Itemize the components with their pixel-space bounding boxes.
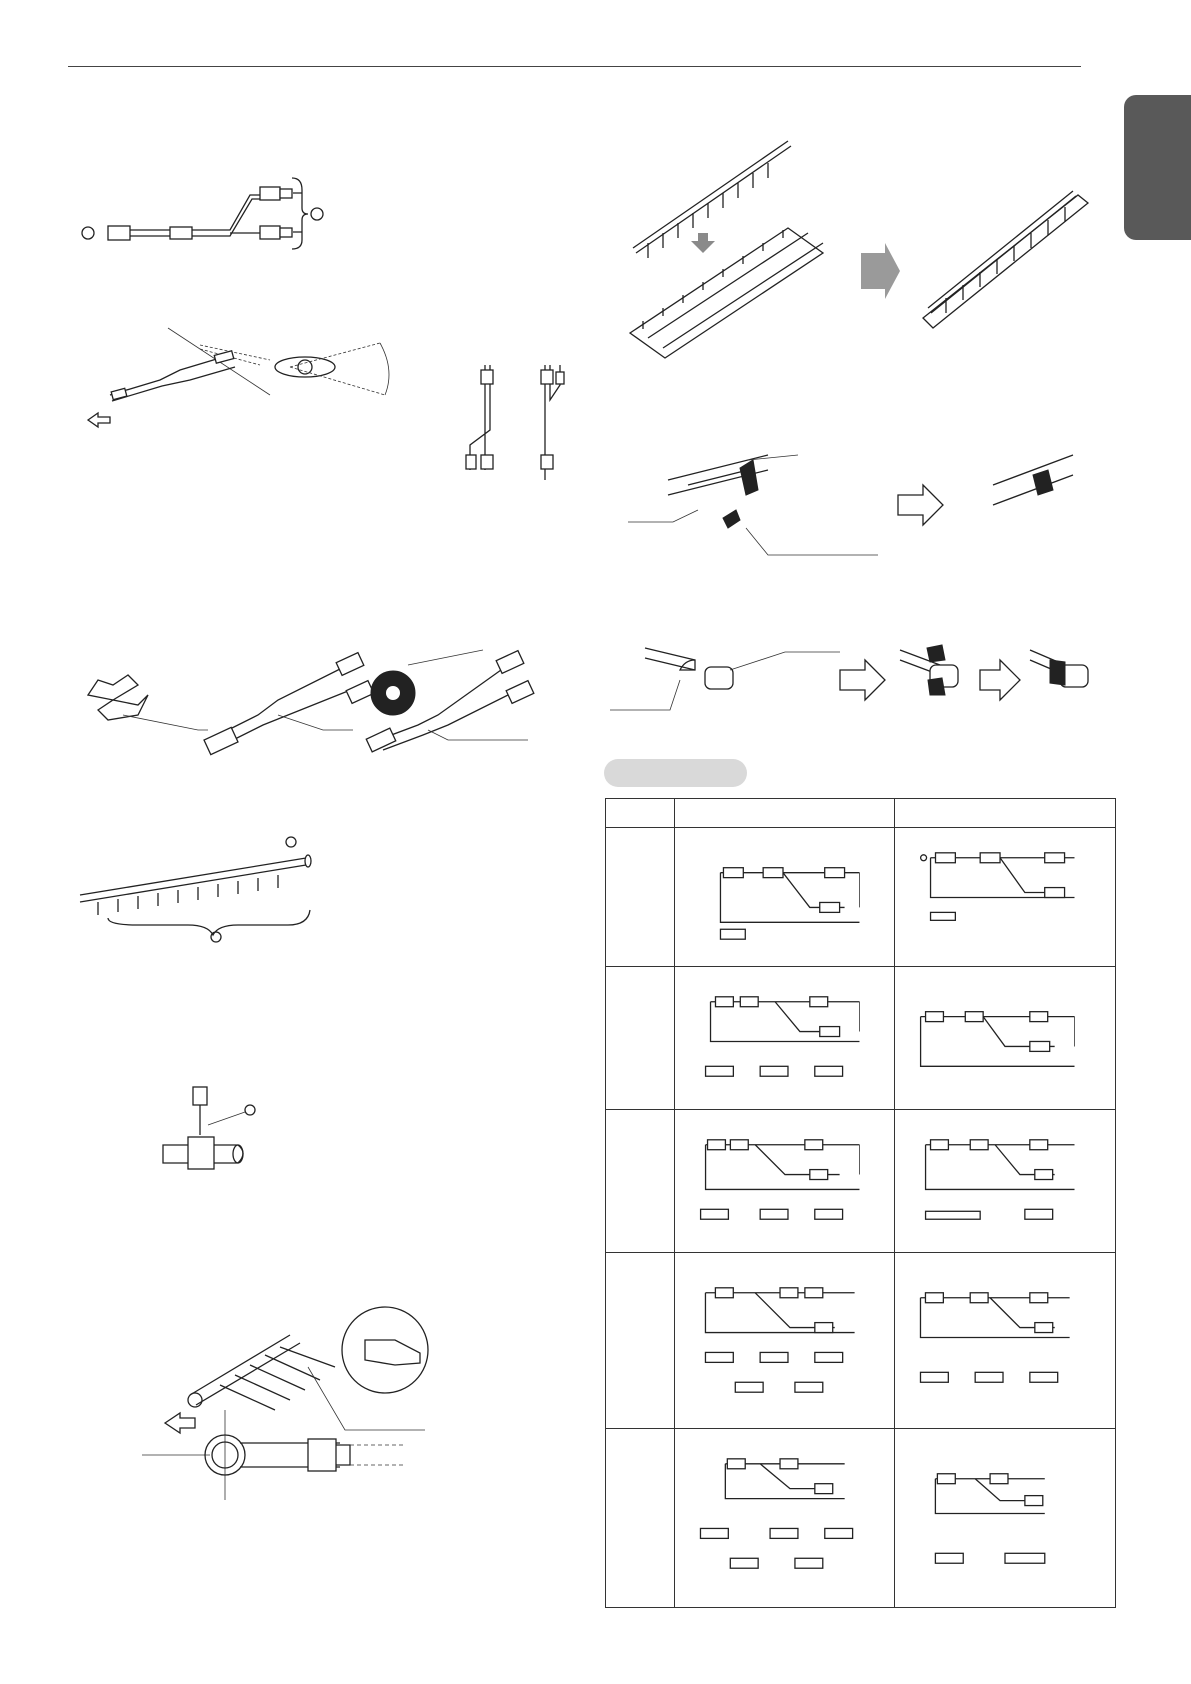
branch-drawing-cell [895,828,1116,967]
table-row-label [606,1429,675,1608]
side-tab [1124,95,1191,240]
table-header-cell [895,799,1116,828]
section-badge [604,759,747,787]
table-row-label [606,967,675,1110]
pipe-cross-section-figure [140,1405,410,1505]
table-row [606,1253,1116,1429]
branch-drawing-cell [895,1110,1116,1253]
branch-drawing-cell [675,1253,895,1429]
insulation-figure [78,645,538,770]
header-pipe-figure [78,830,328,940]
table-row [606,1429,1116,1608]
table-row [606,1110,1116,1253]
tape-wrap-figure [628,450,1078,560]
y-branch-horizontal-figure [80,325,400,435]
branch-drawing-cell [675,1110,895,1253]
branch-drawing-cell [675,967,895,1110]
table-row-label [606,1110,675,1253]
branch-drawing-cell [895,1253,1116,1429]
table-row [606,828,1116,967]
branch-drawing-cell [675,1429,895,1608]
pipe-valve-figure [158,1085,258,1185]
cap-tape-figure [610,640,1110,720]
header-insulation-figure [628,133,1108,373]
y-branch-figure [70,175,340,255]
branch-drawing-cell [675,828,895,967]
header-rule [68,66,1081,67]
branch-drawing-cell [895,1429,1116,1608]
branch-drawing-cell [895,967,1116,1110]
table-row-label [606,1253,675,1429]
y-branch-vertical-figure [450,360,590,490]
branch-model-table [605,798,1116,1608]
table-header-cell [606,799,675,828]
table-row-label [606,828,675,967]
table-header-cell [675,799,895,828]
table-row [606,967,1116,1110]
table-header-row [606,799,1116,828]
